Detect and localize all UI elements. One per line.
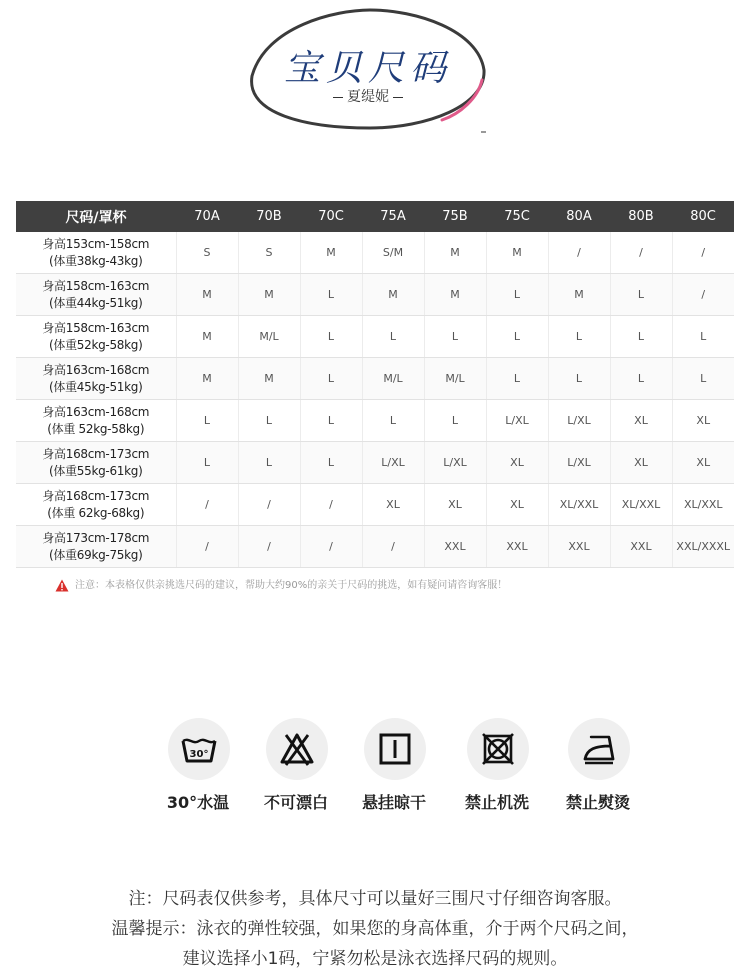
row-weight-range: (体重44kg-51kg) xyxy=(49,295,143,310)
size-cell: XXL/XXXL xyxy=(672,526,734,568)
table-row xyxy=(16,274,734,316)
warning-icon xyxy=(55,579,69,592)
size-cell: L xyxy=(610,316,672,358)
care-label: 30°水温 xyxy=(166,793,230,812)
size-cell: L/XL xyxy=(424,442,486,484)
size-cell: M xyxy=(424,274,486,316)
row-label xyxy=(16,274,176,316)
size-cell: L/XL xyxy=(548,442,610,484)
size-cell: / xyxy=(548,232,610,274)
size-cell: M xyxy=(238,274,300,316)
size-cell: M xyxy=(548,274,610,316)
table-header-row xyxy=(16,201,734,232)
table-row xyxy=(16,358,734,400)
size-cell: / xyxy=(610,232,672,274)
brand-subtitle xyxy=(246,86,490,106)
hang-dry-icon xyxy=(375,729,415,769)
size-cell: XL xyxy=(424,484,486,526)
size-cell: XL xyxy=(672,400,734,442)
size-cell: M/L xyxy=(238,316,300,358)
row-label xyxy=(16,526,176,568)
note-line-3: 建议选择小1码，宁紧勿松是泳衣选择尺码的规则。 xyxy=(182,949,568,969)
size-cell: / xyxy=(300,484,362,526)
column-header: 75B xyxy=(424,201,486,232)
size-cell: XXL xyxy=(486,526,548,568)
size-cell: S/M xyxy=(362,232,424,274)
size-cell: M xyxy=(176,316,238,358)
size-cell: M xyxy=(176,274,238,316)
wash-30-icon xyxy=(179,729,219,769)
care-label: 禁止熨烫 xyxy=(565,793,630,812)
column-header: 80C xyxy=(672,201,734,232)
column-header: 70B xyxy=(238,201,300,232)
row-weight-range: (体重69kg-75kg) xyxy=(49,547,143,562)
bottom-notes xyxy=(0,884,750,974)
size-cell: L xyxy=(672,316,734,358)
size-cell: XL xyxy=(486,442,548,484)
row-height-range: 身高173cm-178cm xyxy=(42,530,150,545)
row-label xyxy=(16,442,176,484)
size-cell: XL xyxy=(362,484,424,526)
size-header-badge xyxy=(246,6,490,132)
svg-text:30°: 30° xyxy=(189,749,209,760)
row-label xyxy=(16,316,176,358)
size-cell: L xyxy=(300,442,362,484)
table-row xyxy=(16,442,734,484)
row-height-range: 身高163cm-168cm xyxy=(42,404,150,419)
row-height-range: 身高163cm-168cm xyxy=(42,362,150,377)
table-note xyxy=(55,578,507,594)
size-cell: L xyxy=(300,316,362,358)
size-cell: XL/XXL xyxy=(672,484,734,526)
row-weight-range: (体重55kg-61kg) xyxy=(49,463,143,478)
row-height-range: 身高168cm-173cm xyxy=(42,488,150,503)
row-weight-range: (体重 52kg-58kg) xyxy=(47,421,145,436)
size-cell: L xyxy=(610,358,672,400)
size-cell: / xyxy=(238,526,300,568)
row-label xyxy=(16,358,176,400)
size-cell: / xyxy=(672,232,734,274)
no-iron-icon xyxy=(579,729,619,769)
size-cell: L xyxy=(238,400,300,442)
size-cell: M xyxy=(300,232,362,274)
size-chart-table xyxy=(16,201,734,568)
row-label xyxy=(16,400,176,442)
size-cell: / xyxy=(362,526,424,568)
size-cell: S xyxy=(238,232,300,274)
size-cell: XL xyxy=(610,442,672,484)
size-cell: L/XL xyxy=(486,400,548,442)
size-cell: L xyxy=(424,400,486,442)
care-label: 禁止机洗 xyxy=(464,793,529,812)
row-height-range: 身高158cm-163cm xyxy=(42,320,150,335)
table-row xyxy=(16,526,734,568)
size-cell: L xyxy=(610,274,672,316)
size-cell: L xyxy=(238,442,300,484)
size-cell: S xyxy=(176,232,238,274)
row-label xyxy=(16,232,176,274)
size-cell: XXL xyxy=(610,526,672,568)
size-cell: M/L xyxy=(424,358,486,400)
no-machine-wash-icon xyxy=(478,729,518,769)
care-label: 不可漂白 xyxy=(263,793,328,812)
row-height-range: 身高168cm-173cm xyxy=(42,446,150,461)
size-cell: M xyxy=(362,274,424,316)
size-cell: XL/XXL xyxy=(548,484,610,526)
size-cell: XL xyxy=(486,484,548,526)
care-label: 悬挂晾干 xyxy=(361,793,426,812)
row-height-range: 身高153cm-158cm xyxy=(42,236,150,251)
note-line-2: 温馨提示：泳衣的弹性较强，如果您的身高体重，介于两个尺码之间， xyxy=(111,919,639,939)
row-weight-range: (体重45kg-51kg) xyxy=(49,379,143,394)
table-row xyxy=(16,232,734,274)
column-header: 70A xyxy=(176,201,238,232)
size-cell: / xyxy=(176,526,238,568)
row-weight-range: (体重52kg-58kg) xyxy=(49,337,143,352)
column-header: 80B xyxy=(610,201,672,232)
column-header: 80A xyxy=(548,201,610,232)
size-cell: L xyxy=(362,316,424,358)
size-cell: L xyxy=(548,358,610,400)
size-cell: L/XL xyxy=(362,442,424,484)
size-cell: M/L xyxy=(362,358,424,400)
size-cell: L xyxy=(486,274,548,316)
size-cell: M xyxy=(486,232,548,274)
row-weight-range: (体重 62kg-68kg) xyxy=(47,505,145,520)
size-cell: / xyxy=(176,484,238,526)
corner-header: 尺码/罩杯 xyxy=(16,201,176,232)
size-cell: / xyxy=(672,274,734,316)
size-cell: / xyxy=(238,484,300,526)
size-cell: L xyxy=(176,442,238,484)
no-bleach-icon xyxy=(277,729,317,769)
column-header: 75A xyxy=(362,201,424,232)
size-cell: L xyxy=(300,358,362,400)
size-cell: L xyxy=(548,316,610,358)
table-row xyxy=(16,316,734,358)
size-cell: M xyxy=(424,232,486,274)
note-line-1: 注：尺码表仅供参考，具体尺寸可以量好三围尺寸仔细咨询客服。 xyxy=(128,889,622,909)
size-cell: XXL xyxy=(424,526,486,568)
size-cell: L/XL xyxy=(548,400,610,442)
size-cell: L xyxy=(300,400,362,442)
brand-name: 夏缇妮 xyxy=(347,89,389,105)
row-height-range: 身高158cm-163cm xyxy=(42,278,150,293)
size-cell: XL xyxy=(672,442,734,484)
page-title: 宝贝尺码 xyxy=(283,48,452,89)
size-cell: XL xyxy=(610,400,672,442)
column-header: 70C xyxy=(300,201,362,232)
row-label xyxy=(16,484,176,526)
size-cell: L xyxy=(672,358,734,400)
row-weight-range: (体重38kg-43kg) xyxy=(49,253,143,268)
size-cell: M xyxy=(176,358,238,400)
size-cell: L xyxy=(300,274,362,316)
table-row xyxy=(16,400,734,442)
care-instructions xyxy=(0,718,750,818)
size-cell: L xyxy=(176,400,238,442)
size-cell: M xyxy=(238,358,300,400)
size-cell: / xyxy=(300,526,362,568)
table-row xyxy=(16,484,734,526)
size-cell: L xyxy=(424,316,486,358)
size-cell: XL/XXL xyxy=(610,484,672,526)
divider-dot xyxy=(481,131,486,133)
size-cell: L xyxy=(362,400,424,442)
column-header: 75C xyxy=(486,201,548,232)
size-cell: L xyxy=(486,358,548,400)
size-cell: XXL xyxy=(548,526,610,568)
table-note-text: 注意：本表格仅供亲挑选尺码的建议，帮助大约90%的亲关于尺码的挑选，如有疑问请咨询客服！ xyxy=(75,580,508,591)
size-cell: L xyxy=(486,316,548,358)
